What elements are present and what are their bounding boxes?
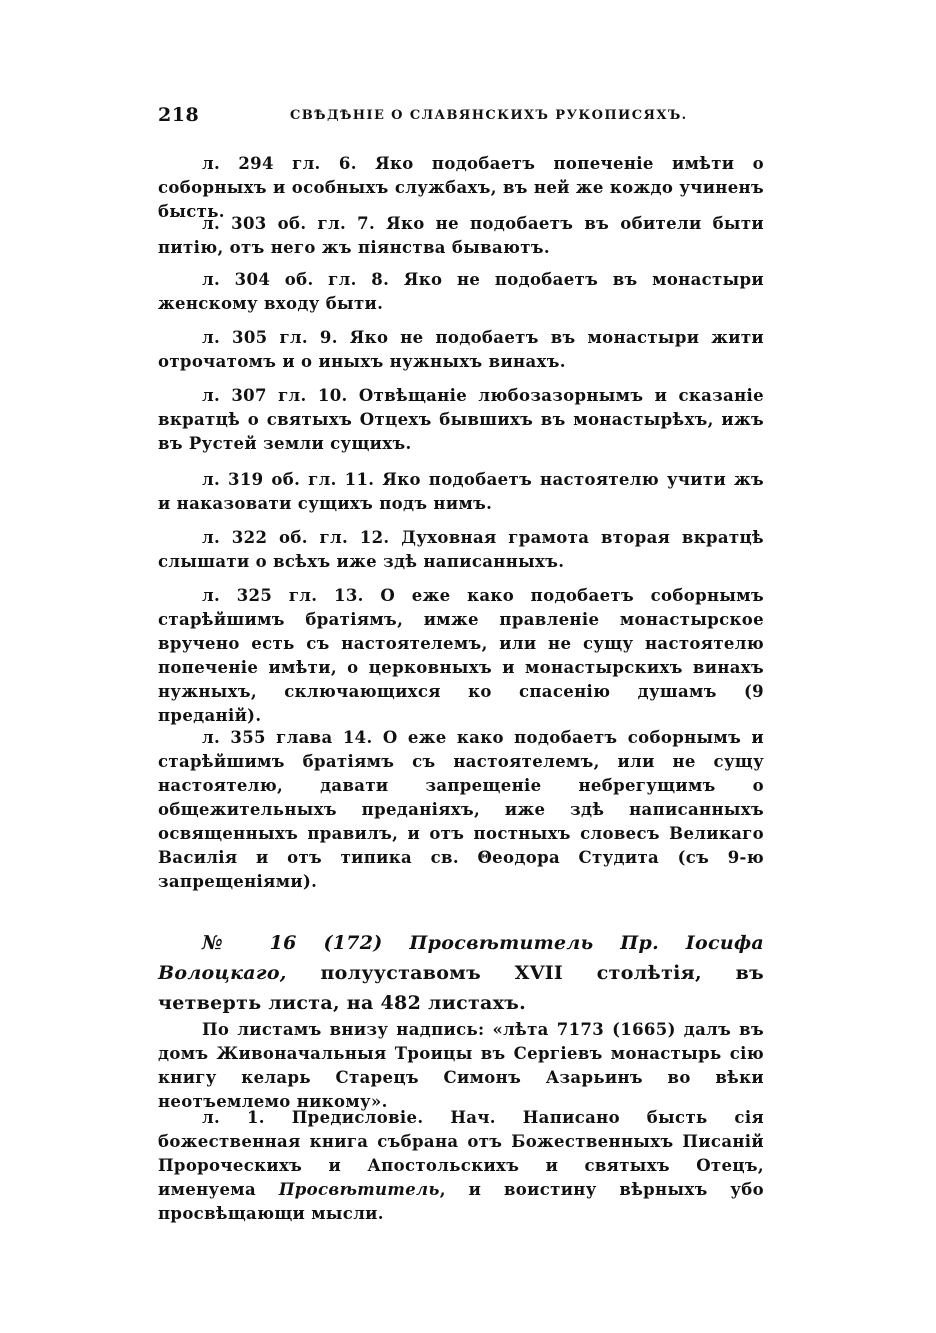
manuscript-number: № 16 (172)	[202, 932, 383, 954]
entry-chapter-13: л. 325 гл. 13. О еже како подобаетъ соборнымъ старѣйшимъ братіямъ, имже правленіе монастырское вручено есть съ настоятелемъ, или не сущу настоятелю попеченіе имѣти, о церковныхъ и монастырскихъ винахъ нужныхъ, сключающихся ко спасенію душамъ (9 преданій).	[158, 586, 764, 725]
entry-chapter-14: л. 355 глава 14. О еже како подобаетъ соборнымъ и старѣйшимъ братіямъ съ настоятелемъ, или не сущу настоятелю, давати запрещеніе небрегущимъ о общежительныхъ преданіяхъ, иже здѣ написанныхъ освященныхъ правилъ, и отъ постныхъ словесъ Великаго Василія и отъ типика св. Θеодора Студита (съ 9-ю запрещеніями).	[158, 728, 764, 891]
page-header	[158, 104, 758, 130]
page-number: 218	[158, 104, 200, 126]
entry-chapter-10: л. 307 гл. 10. Отвѣщаніе любозазорнымъ и сказаніе вкратцѣ о святыхъ Отцехъ бывшихъ въ монастырѣхъ, ижъ въ Рустей земли сущихъ.	[158, 386, 764, 453]
entry-chapter-8: л. 304 об. гл. 8. Яко не подобаетъ въ монастыри женскому входу быти.	[158, 270, 764, 313]
entry-chapter-12: л. 322 об. гл. 12. Духовная грамота вторая вкратцѣ слышати о всѣхъ иже здѣ написанныхъ.	[158, 528, 764, 571]
inscription-paragraph: По листамъ внизу надпись: «лѣта 7173 (1665) далъ въ домъ Живоначальныя Троицы въ Сергіевъ монастырь сію книгу келарь Старецъ Симонъ Азарьинъ во вѣки неотъемлемо никому».	[158, 1020, 764, 1111]
entry-chapter-11: л. 319 об. гл. 11. Яко подобаетъ настоятелю учити жъ и наказовати сущихъ подъ нимъ.	[158, 470, 764, 513]
preface-title-italic: Просвѣтитель	[278, 1180, 440, 1199]
entry-chapter-7: л. 303 об. гл. 7. Яко не подобаетъ въ обители быти питію, отъ него жъ піянства бываютъ.	[158, 214, 764, 257]
entry-chapter-9: л. 305 гл. 9. Яко не подобаетъ въ монастыри жити отрочатомъ и о иныхъ нужныхъ винахъ.	[158, 328, 764, 371]
preface-text-end: , и воистину вѣрныхъ убо просвѣщающи мысли.	[158, 1180, 764, 1223]
entry-chapter-6: л. 294 гл. 6. Яко подобаетъ попеченіе имѣти о соборныхъ и особныхъ службахъ, въ ней же кождо учиненъ бысть.	[158, 154, 764, 221]
preface-text: л. 1. Предисловіе. Нач. Написано бысть сія божественная книга събрана отъ Божественныхъ Писаній Пророческихъ и Апостольскихъ и святыхъ Отецъ, именуема	[158, 1108, 764, 1199]
manuscript-heading	[158, 928, 764, 1018]
preface-paragraph	[158, 1106, 764, 1226]
manuscript-description: полууставомъ XVII столѣтія, въ четверть листа, на 482 листахъ.	[158, 962, 765, 1014]
running-title: СВѢДѢНІЕ О СЛАВЯНСКИХЪ РУКОПИСЯХЪ.	[290, 108, 688, 123]
manuscript-title: Просвѣтитель Пр. Іосифа Волоцкаго,	[158, 932, 764, 984]
